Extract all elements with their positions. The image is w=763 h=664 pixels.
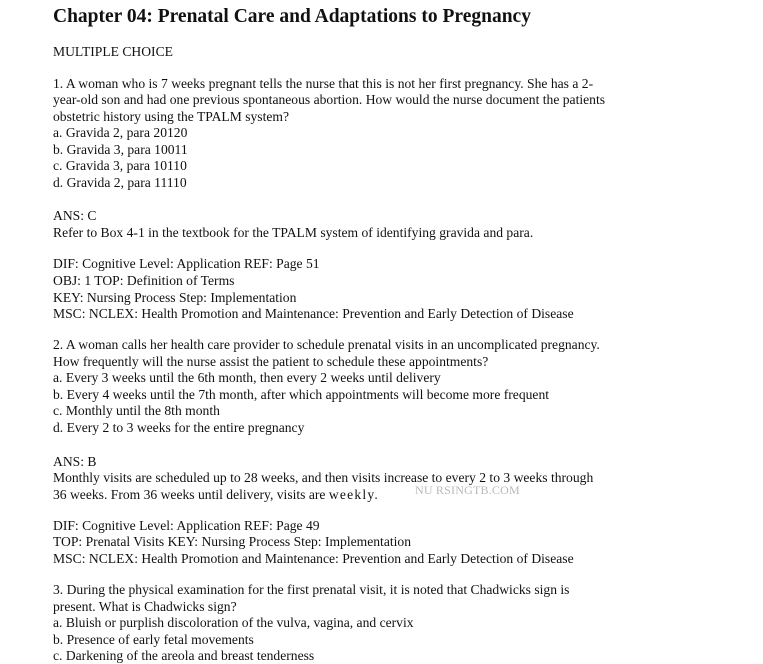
q1-stem-line-1: 1. A woman who is 7 weeks pregnant tells the nurse that this is not her first pregnancy. She has a 2- bbox=[53, 76, 594, 91]
q1-rationale: Refer to Box 4-1 in the textbook for the TPALM system of identifying gravida and para. bbox=[53, 225, 534, 240]
q1-option-d: d. Gravida 2, para 11110 bbox=[53, 175, 187, 190]
q2-option-d: d. Every 2 to 3 weeks for the entire pregnancy bbox=[53, 420, 305, 435]
q2-option-a: a. Every 3 weeks until the 6th month, then every 2 weeks until delivery bbox=[53, 370, 441, 385]
q1-option-c: c. Gravida 3, para 10110 bbox=[53, 158, 187, 173]
q2-option-c: c. Monthly until the 8th month bbox=[53, 403, 220, 418]
q2-meta-dif: DIF: Cognitive Level: Application REF: Page 49 bbox=[53, 518, 320, 533]
q1-option-b: b. Gravida 3, para 10011 bbox=[53, 142, 188, 157]
q1-answer: ANS: C bbox=[53, 208, 97, 223]
q2-meta-msc: MSC: NCLEX: Health Promotion and Maintenance: Prevention and Early Detection of Disease bbox=[53, 551, 574, 566]
q2-option-b: b. Every 4 weeks until the 7th month, after which appointments will become more frequent bbox=[53, 387, 550, 402]
q2-meta-top: TOP: Prenatal Visits KEY: Nursing Process Step: Implementation bbox=[53, 534, 412, 549]
q3-option-c: c. Darkening of the areola and breast tenderness bbox=[53, 648, 315, 663]
watermark-text: NU RSINGTB.COM bbox=[415, 483, 520, 497]
q2-answer: ANS: B bbox=[53, 454, 97, 469]
q1-meta-dif: DIF: Cognitive Level: Application REF: Page 51 bbox=[53, 256, 320, 271]
chapter-title: Chapter 04: Prenatal Care and Adaptations to Pregnancy bbox=[53, 6, 531, 27]
q3-stem-line-2: present. What is Chadwicks sign? bbox=[53, 599, 237, 614]
q3-option-b: b. Presence of early fetal movements bbox=[53, 632, 254, 647]
section-heading: MULTIPLE CHOICE bbox=[53, 44, 173, 59]
q1-option-a: a. Gravida 2, para 20120 bbox=[53, 125, 188, 140]
q3-stem-line-1: 3. During the physical examination for the first prenatal visit, it is noted that Chadwicks sign is bbox=[53, 582, 570, 597]
q1-meta-msc: MSC: NCLEX: Health Promotion and Maintenance: Prevention and Early Detection of Disease bbox=[53, 306, 574, 321]
q1-meta-obj: OBJ: 1 TOP: Definition of Terms bbox=[53, 273, 235, 288]
q2-rationale-weekly: weekly. bbox=[328, 487, 380, 502]
q2-stem-line-1: 2. A woman calls her health care provider to schedule prenatal visits in an uncomplicated pregnancy. bbox=[53, 337, 600, 352]
q2-stem-line-2: How frequently will the nurse assist the patient to schedule these appointments? bbox=[53, 354, 489, 369]
q3-option-a: a. Bluish or purplish discoloration of the vulva, vagina, and cervix bbox=[53, 615, 414, 630]
q1-stem-line-2: year-old son and had one previous spontaneous abortion. How would the nurse document the patients bbox=[53, 92, 606, 107]
q1-meta-key: KEY: Nursing Process Step: Implementation bbox=[53, 290, 297, 305]
q2-rationale-text: 36 weeks. From 36 weeks until delivery, visits are bbox=[53, 487, 329, 502]
q2-rationale-line-1: Monthly visits are scheduled up to 28 weeks, and then visits increase to every 2 to 3 weeks through bbox=[53, 470, 594, 485]
q1-stem-line-3: obstetric history using the TPALM system? bbox=[53, 109, 289, 124]
q2-rationale-line-2 bbox=[53, 487, 379, 503]
